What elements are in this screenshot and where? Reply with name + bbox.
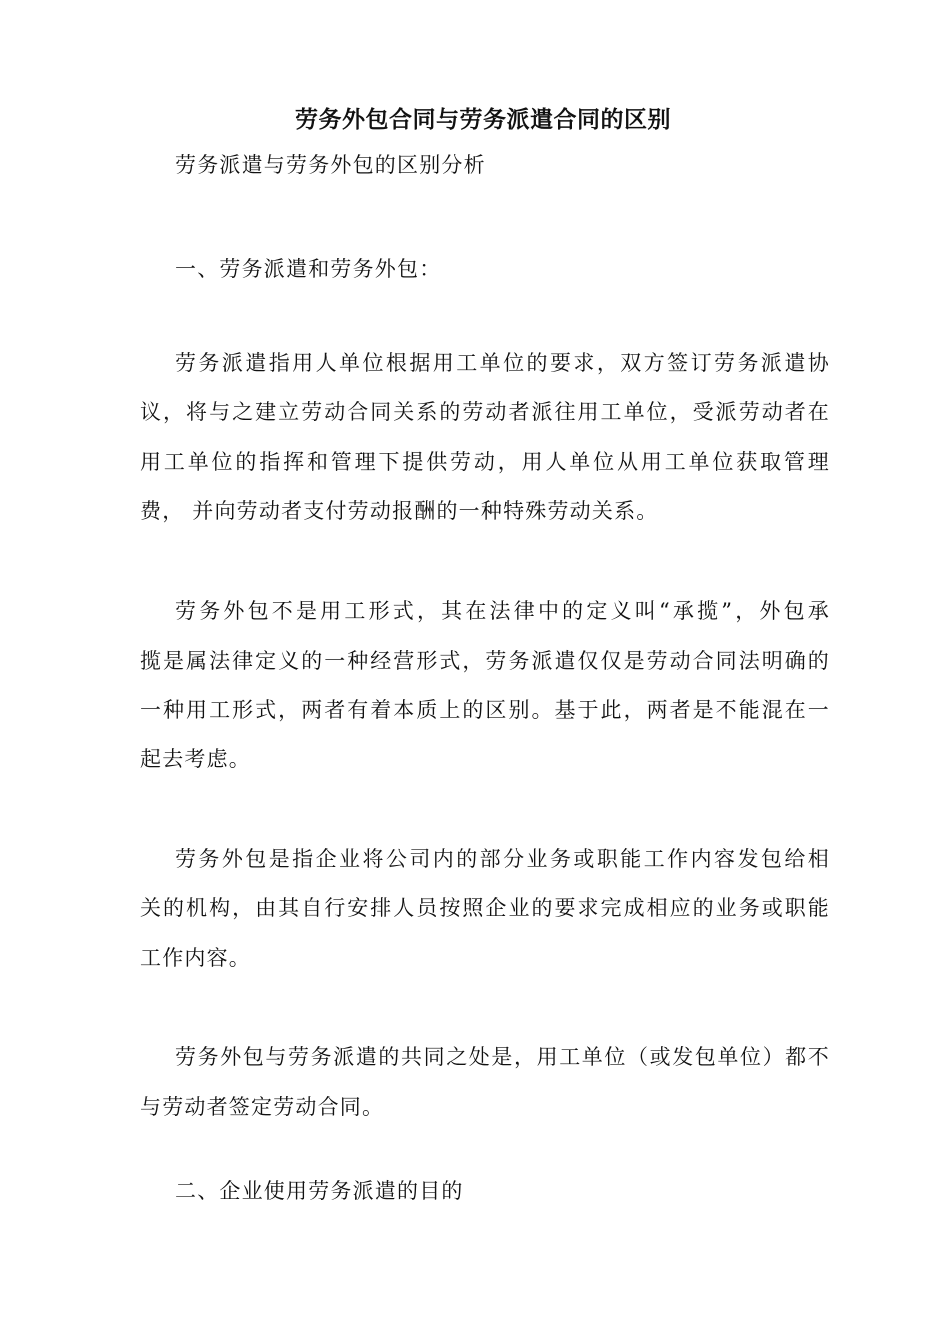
paragraph-3-line-2: 关的机构，由其自行安排人员按照企业的要求完成相应的业务或职能 (140, 896, 830, 920)
document-subtitle: 劳务派遣与劳务外包的区别分析 (175, 153, 486, 177)
paragraph-3-line-1: 劳务外包是指企业将公司内的部分业务或职能工作内容发包给相 (175, 847, 830, 871)
paragraph-4-line-2: 与劳动者签定劳动合同。 (140, 1095, 385, 1119)
paragraph-1-line-1: 劳务派遣指用人单位根据用工单位的要求，双方签订劳务派遣协 (175, 351, 830, 375)
paragraph-3-line-3: 工作内容。 (140, 946, 251, 970)
section-heading-1: 一、劳务派遣和劳务外包： (175, 257, 442, 281)
paragraph-2-line-3: 一种用工形式，两者有着本质上的区别。基于此，两者是不能混在一 (140, 698, 830, 722)
document-title: 劳务外包合同与劳务派遣合同的区别 (295, 106, 671, 133)
paragraph-1-line-3: 用工单位的指挥和管理下提供劳动，用人单位从用工单位获取管理 (140, 450, 830, 474)
paragraph-1-line-4: 费， 并向劳动者支付劳动报酬的一种特殊劳动关系。 (140, 499, 659, 523)
paragraph-2-line-2: 揽是属法律定义的一种经营形式，劳务派遣仅仅是劳动合同法明确的 (140, 649, 830, 673)
paragraph-2-line-1: 劳务外包不是用工形式，其在法律中的定义叫“承揽”，外包承 (175, 599, 830, 623)
section-heading-2: 二、企业使用劳务派遣的目的 (175, 1179, 464, 1203)
paragraph-4-line-1: 劳务外包与劳务派遣的共同之处是，用工单位（或发包单位）都不 (175, 1045, 830, 1069)
paragraph-2-line-4: 起去考虑。 (140, 747, 251, 771)
paragraph-1-line-2: 议，将与之建立劳动合同关系的劳动者派往用工单位，受派劳动者在 (140, 400, 830, 424)
